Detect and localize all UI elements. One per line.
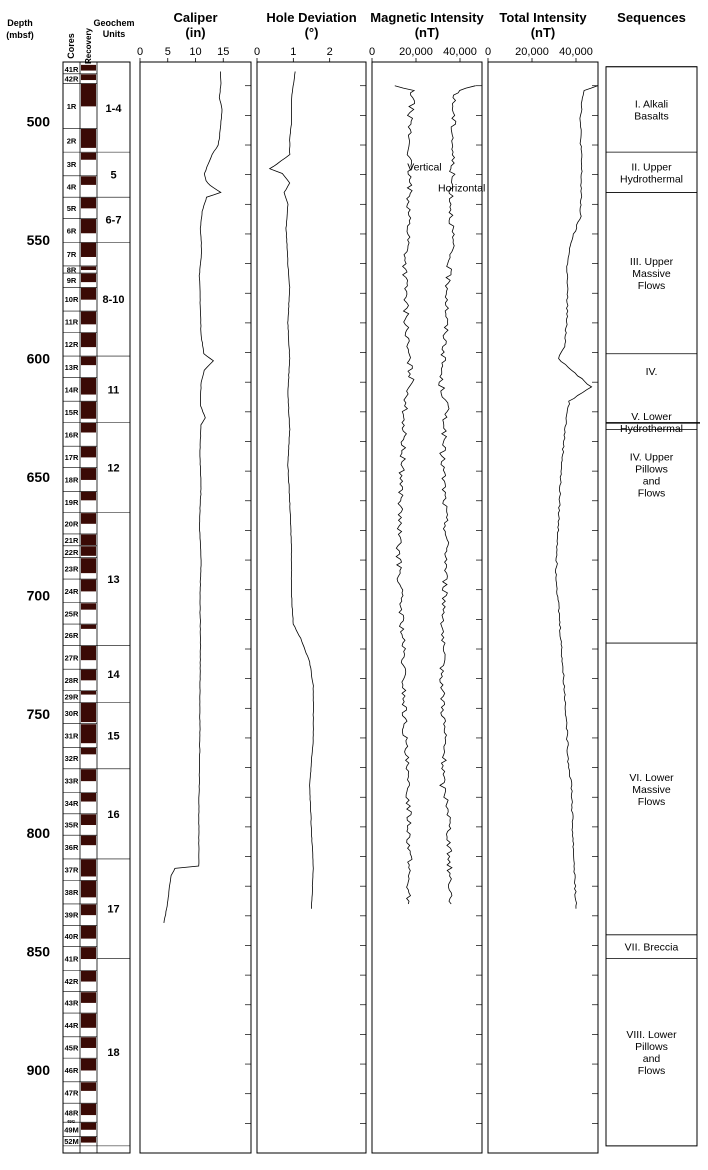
depth-tick-label: 850	[26, 943, 50, 960]
hole_deviation-tick-label: 0	[253, 46, 261, 58]
core-recovery-bar	[81, 769, 96, 781]
sequence-label: Pillows	[635, 1041, 668, 1054]
core-recovery-bar	[81, 724, 96, 743]
core-label: 34R	[64, 799, 79, 809]
hole_deviation-track-frame	[257, 62, 366, 1153]
core-label: 24R	[64, 586, 79, 596]
core-label: 39R	[64, 910, 79, 920]
sequence-label: Pillows	[635, 463, 668, 476]
caliper-track-frame	[140, 62, 251, 1153]
core-recovery-bar	[81, 243, 96, 257]
core-label: 22R	[64, 547, 79, 557]
core-recovery-bar	[81, 84, 96, 107]
core-label: 41R	[64, 65, 79, 75]
core-recovery-bar	[81, 859, 96, 876]
core-label: 45R	[64, 1043, 79, 1053]
core-label: 37R	[64, 865, 79, 875]
core-label: 17R	[64, 452, 79, 462]
core-label: 43R	[64, 998, 79, 1008]
core-label: 10R	[64, 295, 79, 305]
core-label: 27R	[64, 653, 79, 663]
core-recovery-bar	[81, 312, 96, 325]
core-recovery-bar	[81, 646, 96, 660]
core-label: 47R	[64, 1088, 79, 1098]
core-recovery-bar	[81, 357, 96, 366]
core-label: 35R	[64, 820, 79, 830]
core-recovery-bar	[81, 198, 96, 209]
core-label: 14R	[64, 385, 79, 395]
caliper-title: Caliper	[173, 10, 218, 25]
total_intensity-unit: (nT)	[530, 25, 556, 40]
core-recovery-bar	[81, 748, 96, 754]
core-recovery-bar	[81, 513, 96, 524]
geochem-unit-label: 17	[107, 903, 120, 916]
core-label: 40R	[64, 931, 79, 941]
depth-tick-label: 550	[26, 231, 50, 248]
core-label: 6R	[66, 226, 77, 236]
magnetic_intensity-tick-label: 40,000	[443, 46, 477, 58]
core-label: 8R	[66, 265, 77, 275]
core-label: 18R	[64, 475, 79, 485]
core-label: 42R	[64, 977, 79, 987]
sequence-label: Flows	[637, 487, 666, 500]
sequence-label: Basalts	[634, 110, 669, 123]
total_intensity-tick-label: 40,000	[559, 46, 593, 58]
core-label: 26R	[64, 630, 79, 640]
total_intensity-tick-label: 20,000	[515, 46, 549, 58]
core-label: 12R	[64, 340, 79, 350]
sequence-label: VI. Lower	[629, 771, 674, 784]
depth-axis-unit: (mbsf)	[6, 30, 34, 40]
geochem-unit-label: 18	[107, 1047, 120, 1060]
core-label: 2R	[66, 136, 77, 146]
core-recovery-bar	[81, 65, 96, 71]
core-label: 9R	[66, 276, 77, 286]
core-recovery-bar	[81, 992, 96, 1003]
depth-tick-label: 900	[26, 1061, 50, 1078]
core-recovery-bar	[81, 129, 96, 148]
core-recovery-bar	[81, 219, 96, 233]
core-recovery-bar	[81, 402, 96, 419]
core-label: 32R	[64, 754, 79, 764]
core-recovery-bar	[81, 691, 96, 695]
core-label: 25R	[64, 609, 79, 619]
depth-tick-label: 600	[26, 350, 50, 367]
core-recovery-bar	[81, 971, 96, 982]
sequence-label: Flows	[637, 1065, 666, 1078]
core-recovery-bar	[81, 534, 96, 545]
caliper-series-caliper-line	[164, 72, 222, 923]
core-label: 33R	[64, 776, 79, 786]
caliper-tick-label: 15	[217, 46, 230, 58]
vertical-series-annotation: Vertical	[407, 161, 442, 174]
core-recovery-bar	[81, 881, 96, 898]
core-recovery-bar	[81, 176, 96, 185]
core-label: 41R	[64, 954, 79, 964]
core-recovery-bar	[81, 703, 96, 722]
hole_deviation-series-hole-deviation-line	[270, 72, 314, 909]
core-label: 52M	[64, 1137, 79, 1147]
sequence-label: V. Lower	[631, 410, 672, 423]
sequence-label: and	[642, 475, 661, 488]
core-label: 31R	[64, 731, 79, 741]
total_intensity-title: Total Intensity	[499, 10, 587, 25]
core-label: 4R	[66, 182, 77, 192]
core-label: 11R	[64, 317, 79, 327]
core-recovery-bar	[81, 1137, 96, 1143]
depth-tick-label: 650	[26, 469, 50, 486]
core-recovery-bar	[81, 423, 96, 432]
caliper-tick-label: 10	[189, 46, 202, 58]
core-recovery-bar	[81, 546, 96, 555]
depth-tick-label: 700	[26, 587, 50, 604]
core-label: 30R	[64, 709, 79, 719]
total_intensity-tick-label: 0	[484, 46, 492, 58]
sequence-label: IV. Upper	[629, 451, 674, 464]
core-recovery-bar	[81, 814, 96, 825]
core-label: 20R	[64, 519, 79, 529]
core-recovery-bar	[81, 1104, 96, 1115]
magnetic_intensity-series-vertical-line	[439, 86, 476, 904]
sequence-label: III. Upper	[629, 256, 674, 269]
geochem-unit-label: 11	[107, 384, 120, 397]
core-recovery-bar	[81, 926, 96, 939]
core-label: 7R	[66, 250, 77, 260]
sequences-frame	[606, 67, 697, 1146]
hole_deviation-tick-label: 2	[326, 46, 333, 58]
core-recovery-bar	[81, 74, 96, 80]
core-recovery-bar	[81, 580, 96, 592]
core-recovery-bar	[81, 836, 96, 845]
core-label: 16R	[64, 430, 79, 440]
core-recovery-bar	[81, 266, 96, 270]
hole_deviation-tick-label: 1	[290, 46, 297, 58]
core-recovery-bar	[81, 274, 96, 283]
geochem-unit-label: 6-7	[105, 214, 122, 227]
core-label: 29R	[64, 692, 79, 702]
recovery-column-title: Recovery	[84, 27, 93, 65]
core-recovery-bar	[81, 378, 96, 395]
core-recovery-bar	[81, 1059, 96, 1071]
core-recovery-bar	[81, 1082, 96, 1091]
depth-tick-label: 500	[26, 113, 50, 130]
caliper-tick-label: 0	[136, 46, 144, 58]
core-label: 42R	[64, 74, 79, 84]
core-label: 36R	[64, 843, 79, 853]
core-recovery-bar	[81, 947, 96, 959]
core-recovery-bar	[81, 793, 96, 802]
cores-column-title: Cores	[66, 33, 76, 59]
geochem-unit-label: 13	[107, 574, 120, 587]
core-label: 46R	[64, 1065, 79, 1075]
geochem-unit-label: 16	[107, 808, 120, 821]
core-label: 5R	[66, 203, 77, 213]
sequence-label: Flows	[637, 280, 666, 293]
core-recovery-bar	[81, 904, 96, 915]
core-label: 19R	[64, 497, 79, 507]
core-recovery-bar	[81, 670, 96, 681]
geochem-unit-label: 15	[107, 730, 120, 743]
sequence-label: Hydrothermal	[619, 173, 684, 186]
core-recovery-bar	[81, 492, 96, 501]
core-label: 38R	[64, 888, 79, 898]
core-recovery-bar	[81, 333, 96, 347]
core-recovery-bar	[81, 153, 96, 160]
core-recovery-bar	[81, 603, 96, 609]
depth-axis-title: Depth	[7, 18, 33, 28]
sequence-label: IV.	[645, 366, 658, 379]
geochem-units-title: Geochem	[93, 18, 135, 28]
horizontal-series-annotation: Horizontal	[438, 182, 486, 195]
core-recovery-bar	[81, 288, 96, 300]
geochem-units-title-line2: Units	[102, 29, 126, 39]
core-recovery-bar	[81, 625, 96, 629]
core-recovery-bar	[81, 447, 96, 458]
core-label: 13R	[64, 362, 79, 372]
hole_deviation-title: Hole Deviation	[266, 10, 357, 25]
geochem-unit-label: 1-4	[105, 103, 122, 116]
geochem-unit-label: 8-10	[102, 294, 125, 307]
sequence-label: and	[642, 1053, 661, 1066]
total_intensity-series-total-intensity-line	[555, 86, 597, 909]
core-label: 21R	[64, 535, 79, 545]
magnetic_intensity-unit: (nT)	[414, 25, 440, 40]
sequence-label: VII. Breccia	[624, 941, 679, 954]
magnetic_intensity-title: Magnetic Intensity	[370, 10, 484, 25]
core-label: 3R	[66, 159, 77, 169]
sequence-label: II. Upper	[631, 161, 672, 174]
core-recovery-bar	[81, 558, 96, 573]
sequence-label: Massive	[632, 783, 671, 796]
sequence-label: Hydrothermal	[619, 422, 684, 435]
depth-tick-label: 750	[26, 706, 50, 723]
sequence-label: Massive	[632, 268, 671, 281]
caliper-unit: (in)	[185, 25, 206, 40]
magnetic_intensity-tick-label: 0	[368, 46, 376, 58]
magnetic_intensity-tick-label: 20,000	[399, 46, 433, 58]
core-label: 48R	[64, 1108, 79, 1118]
hole_deviation-unit: (°)	[304, 25, 319, 40]
core-label: 49M	[64, 1125, 79, 1135]
core-small-label: 49G	[66, 1119, 76, 1125]
core-recovery-bar	[81, 1037, 96, 1048]
core-recovery-bar	[81, 1123, 96, 1130]
sequence-label: Flows	[637, 795, 666, 808]
total_intensity-track-frame	[488, 62, 598, 1153]
geochem-unit-label: 5	[110, 169, 117, 182]
core-label: 28R	[64, 675, 79, 685]
sequence-label: I. Alkali	[634, 98, 669, 111]
core-label: 15R	[64, 407, 79, 417]
depth-tick-label: 800	[26, 824, 50, 841]
sequences-title: Sequences	[617, 10, 686, 25]
geochem-unit-label: 14	[107, 668, 120, 681]
core-label: 44R	[64, 1020, 79, 1030]
core-label: 1R	[66, 101, 77, 111]
magnetic_intensity-series-horizontal-line	[395, 86, 415, 904]
sequence-label: VIII. Lower	[626, 1029, 677, 1042]
core-recovery-bar	[81, 468, 96, 480]
magnetic_intensity-track-frame	[372, 62, 482, 1153]
core-recovery-bar	[81, 1014, 96, 1028]
geochem-unit-label: 12	[107, 462, 120, 475]
core-label: 23R	[64, 564, 79, 574]
caliper-tick-label: 5	[164, 46, 171, 58]
